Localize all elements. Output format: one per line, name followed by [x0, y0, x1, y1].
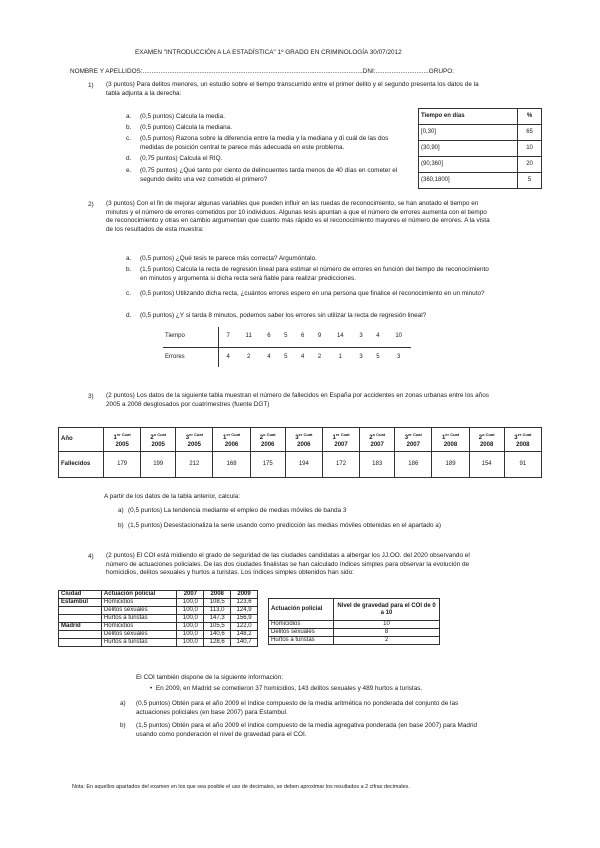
table-cell: 3: [397, 353, 401, 360]
q4-index-table: [58, 590, 258, 647]
table-cell: Homicidios: [101, 599, 177, 607]
q3-after-text: A partir de los datos de la tabla anterior, calcula:: [104, 493, 241, 500]
q1-item-a: [126, 113, 290, 122]
item-label: b): [120, 722, 126, 729]
table-row: [59, 452, 542, 478]
q3-intro: (2 puntos) Los datos de la siguiente tabla muestran el número de fallecidos en España por accidentes en zonas urbanas entre los años 2005 a 2008 desglosados por cuatrimestres (fuente DGT): [106, 392, 489, 408]
table-header: 2007: [177, 591, 204, 599]
item-label: a.: [126, 255, 132, 262]
period-number: 2: [369, 434, 373, 441]
table-cell: 2: [247, 353, 251, 360]
table-cell: Hurtos a turistas: [101, 639, 177, 647]
item-text: (1,5 puntos) Desestacionaliza la serie usando como predicción las medias móviles obtenidas en el apartado a): [128, 522, 441, 529]
table-header: Actuación policial: [101, 591, 177, 599]
bullet-icon: •: [150, 685, 153, 692]
table-cell: 10: [334, 621, 440, 629]
exam-title: EXAMEN "INTRODUCCIÓN A LA ESTADÍSTICA" 1º GRADO EN CRIMINOLOGÍA 30/07/2012: [135, 49, 402, 56]
period-suffix: o Cuat: [372, 431, 386, 437]
table-cell: 172: [322, 452, 359, 478]
table-cell: 11: [245, 333, 252, 340]
period-suffix: er Cuat: [517, 431, 532, 437]
item-label: c.: [126, 290, 131, 297]
table-row: [59, 631, 258, 639]
table-cell: [59, 615, 102, 623]
q2-item-d: [126, 312, 492, 321]
table-cell: 6: [267, 333, 271, 340]
table-cell: Madrid: [59, 623, 102, 631]
period-year: 2005: [115, 441, 129, 448]
item-label: a): [120, 700, 126, 707]
period-number: 1: [223, 434, 227, 441]
table-row: [419, 125, 542, 141]
table-cell: Delitos sexuales: [101, 607, 177, 615]
period-number: 3: [185, 434, 190, 441]
item-label: c.: [126, 135, 131, 142]
q4-item-b: [120, 722, 490, 739]
period-suffix: er Cuat: [408, 431, 422, 437]
table-row: [269, 629, 440, 637]
table-cell: 100,0: [177, 639, 204, 647]
table-header-row: [59, 591, 258, 599]
item-text: (0,5 puntos) La tendencia mediante el empleo de medias móviles de banda 3: [128, 507, 347, 514]
item-text: (0,75 puntos) Calcula el RIQ.: [140, 155, 223, 162]
q4-gravity-table: [268, 598, 440, 645]
item-text: (0,5 puntos) ¿Qué tesis te parece más correcta? Argumóntalo.: [140, 255, 317, 262]
period-number: 2: [259, 434, 264, 441]
item-label: b): [118, 522, 124, 529]
q2-item-b: [126, 266, 492, 283]
table-cell: Homicidios: [101, 623, 177, 631]
table-cell: 10: [518, 141, 542, 157]
period-number: 3: [404, 434, 409, 441]
item-text: (1,5 puntos) Obtén para el año 2009 el índice compuesto de la media agregativa ponderada (en base 2007) para Madrid usando como ponderación el nivel de gravedad para el COI.: [136, 722, 478, 738]
item-text: (0,5 puntos) Calcula la media.: [140, 113, 225, 120]
table-cell: [59, 607, 102, 615]
table-cell: 189: [432, 452, 469, 478]
table-cell: 140,7: [231, 639, 258, 647]
table-cell: 6: [300, 333, 305, 340]
period-number: 3: [514, 434, 518, 441]
table-cell: Homicidios: [269, 621, 334, 629]
item-label: a): [118, 507, 124, 514]
q2-item-a: [126, 255, 480, 264]
q1-item-d: [126, 155, 340, 164]
period-year: 2006: [261, 441, 275, 448]
q2-intro: (3 puntos) Con el fin de mejorar algunas variables que pueden influir en las ruedas de reconocimiento, se han anotado el tiempo en minutos y el número de errores cometidos por 10 individuos. Algunas tesis apuntan a que el número de errores aumenta con el tiempo de reconocimiento y otras en cambio argumentan que cuanto más rápido es el reconocimiento mayores el número de errores. A la vista de los resultados de esta muestra:: [106, 200, 490, 233]
period-year: 2007: [406, 441, 420, 448]
table-cell: 156,9: [231, 615, 258, 623]
period-suffix: er Cuat: [226, 431, 241, 437]
table-header: %: [518, 109, 542, 125]
table-cell: 5: [284, 353, 288, 360]
table-cell: 1: [338, 353, 342, 360]
q4-info: El COI también dispone de la siguiente información:: [136, 674, 284, 681]
period-number: 1: [332, 434, 336, 441]
period-suffix: o Cuat: [263, 431, 276, 437]
table-row: [59, 639, 258, 647]
table-header: Ciudad: [59, 591, 102, 599]
q1-frequency-table: [418, 108, 542, 189]
table-row: [59, 607, 258, 615]
table-cell: (90,360]: [419, 157, 518, 173]
q2-item-c: [126, 290, 492, 299]
table-row: [59, 615, 258, 623]
period-year: 2007: [334, 441, 348, 448]
item-label: b.: [126, 124, 132, 131]
table-cell: Delitos sexuales: [101, 631, 177, 639]
item-label: b.: [126, 266, 132, 273]
table-cell: 2: [334, 637, 440, 645]
table-cell: 100,0: [177, 599, 204, 607]
period-number: 1: [113, 434, 117, 441]
period-number: 1: [441, 434, 446, 441]
table-cell: 124,9: [231, 607, 258, 615]
q3-item-a: [118, 507, 347, 516]
q3-number: 3): [88, 393, 94, 400]
period-suffix: o Cuat: [153, 431, 167, 437]
period-suffix: er Cuat: [298, 431, 313, 437]
q3-item-b: [118, 522, 441, 531]
table-header-row: [269, 599, 440, 621]
year-label: Año: [59, 428, 104, 452]
table-header: Nivel de gravedad para el COI de 0 a 10: [334, 599, 440, 621]
table-cell: 9: [317, 333, 322, 340]
table-cell: 154: [469, 452, 504, 478]
table-cell: Delitos sexuales: [269, 629, 334, 637]
table-cell: 4: [226, 353, 230, 360]
period-year: 2005: [151, 441, 165, 448]
table-cell: 108,5: [204, 599, 231, 607]
table-cell: 4: [267, 353, 271, 360]
period-suffix: er Cuat: [445, 431, 460, 437]
period-number: 3: [295, 434, 299, 441]
table-cell: 199: [141, 452, 176, 478]
item-text: (0,5 puntos) Razona sobre la diferencia entre la media y la mediana y di cuál de las dos medidas de posición central te parece más adecuada en este problema.: [140, 135, 389, 151]
table-row: [163, 347, 411, 367]
row-label: Errores: [163, 347, 219, 367]
table-cell: 65: [518, 125, 542, 141]
period-suffix: o Cuat: [482, 431, 495, 437]
table-cell: 179: [104, 452, 141, 478]
footer-note: Nota: En aquellos apartados del examen en los que sea posible el uso de decimales, se deben aproximar los resultados a 2 cifras decimales.: [72, 784, 410, 790]
table-cell: [59, 631, 102, 639]
item-label: d.: [126, 155, 132, 162]
table-header: 2009: [231, 591, 258, 599]
table-cell: 168: [213, 452, 250, 478]
table-cell: 8: [334, 629, 440, 637]
item-text: (0,5 puntos) ¿Y si tarda 8 minutos, podemos saber los errores sin utilizar la recta de regresión lineal?: [140, 312, 427, 319]
period-year: 2006: [297, 441, 311, 448]
table-cell: 175: [250, 452, 285, 478]
period-year: 2008: [443, 441, 458, 448]
q1-item-e: [126, 167, 412, 184]
q4-bullet: [150, 684, 422, 693]
table-cell: 147,3: [204, 615, 231, 623]
q3-fatalities-table: [58, 427, 542, 478]
table-cell: 5: [376, 353, 380, 360]
q4-item-a: [120, 700, 490, 717]
table-row: [269, 621, 440, 629]
row-label: Fallecidos: [59, 452, 104, 478]
table-cell: 212: [176, 452, 213, 478]
table-row: [59, 623, 258, 631]
table-row: [59, 599, 258, 607]
table-cell: 128,6: [204, 639, 231, 647]
table-cell: 105,5: [204, 623, 231, 631]
table-cell: 91: [504, 452, 541, 478]
table-cell: 10: [395, 333, 403, 340]
item-label: d.: [126, 312, 132, 319]
table-cell: 148,2: [231, 631, 258, 639]
row-label: Tiempo: [163, 327, 219, 347]
period-suffix: er Cuat: [189, 431, 203, 437]
q2-number: 2): [88, 201, 94, 208]
item-text: (0,5 puntos) Calcula la mediana.: [140, 124, 233, 131]
table-row: [419, 157, 542, 173]
table-cell: 100,0: [177, 607, 204, 615]
table-header: 2008: [204, 591, 231, 599]
table-header: Tiempo en días: [419, 109, 518, 125]
item-text: (0,5 puntos) Utilizando dicha recta, ¿cuántos errores espero en una persona que finalice el reconocimiento en un minuto?: [140, 290, 485, 297]
period-number: 2: [150, 434, 154, 441]
table-cell: [59, 639, 102, 647]
table-cell: 100,0: [177, 615, 204, 623]
table-cell: 100,0: [177, 623, 204, 631]
q1-number: 1): [88, 82, 94, 89]
table-cell: 3: [359, 353, 363, 360]
period-year: 2007: [370, 441, 384, 448]
table-cell: 186: [395, 452, 432, 478]
table-row: [269, 637, 440, 645]
q4-number: 4): [88, 553, 94, 560]
table-cell: 3: [359, 333, 363, 340]
q4-intro: (2 puntos) El COI está midiendo el grado de seguridad de las ciudades candidatas a albergar los JJ.OO. del 2020 observando el número de actuaciones policiales. De las dos ciudades finalistas se han calculado índices simples para observar la evolución de homicidios, delitos sexuales y hurtos a turistas. Los índices simples obtenidos han sido:: [106, 552, 470, 577]
table-cell: 122,0: [231, 623, 258, 631]
table-header: Actuación policial: [269, 599, 334, 621]
table-cell: Estambul: [59, 599, 102, 607]
name-line: NOMBRE Y APELLIDOS:............................................................................................................................DNI:..............................GRUPO:: [70, 68, 454, 75]
table-cell: 123,6: [231, 599, 258, 607]
table-cell: 194: [285, 452, 322, 478]
table-cell: 7: [226, 333, 230, 340]
q1-intro: (3 puntos) Para delitos menores, un estudio sobre el tiempo transcurrido entre el primer delito y el segundo presenta los datos de la tabla adjunta a la derecha:: [106, 81, 479, 97]
table-header-row: [59, 428, 542, 452]
period-number: 2: [478, 434, 483, 441]
table-cell: Hurtos a turistas: [101, 615, 177, 623]
table-cell: 4: [300, 353, 305, 360]
table-cell: 20: [518, 157, 542, 173]
table-cell: 113,0: [204, 607, 231, 615]
table-row: [419, 173, 542, 189]
table-row: [419, 141, 542, 157]
q1-item-c: [126, 135, 412, 152]
period-year: 2006: [224, 441, 239, 448]
item-text: (0,75 puntos) ¿Qué tanto por ciento de delincuentes tarda menos de 40 días en cometer el segundo delito una vez cometido el primero?: [140, 167, 398, 183]
table-row: [163, 327, 411, 347]
item-label: a.: [126, 113, 132, 120]
item-text: (0,5 puntos) Obtén para el año 2009 el índice compuesto de la media aritmética no ponderada del conjunto de las actuaciones policiales (en base 2007) para Estambul.: [136, 700, 459, 716]
period-year: 2005: [187, 441, 202, 448]
table-cell: 14: [336, 333, 344, 340]
period-suffix: er Cuat: [116, 431, 131, 437]
table-cell: (30,90]: [419, 141, 518, 157]
table-cell: (360,1800]: [419, 173, 518, 189]
period-year: 2008: [516, 441, 530, 448]
item-text: (1,5 puntos) Calcula la recta de regresión lineal para estimar el número de errores en función del tiempo de reconocimiento en minutos y argumenta si dicha recta será fiable para realizar predicciones.: [140, 266, 489, 282]
table-cell: 5: [284, 333, 288, 340]
item-label: e.: [126, 167, 132, 174]
period-year: 2008: [479, 441, 494, 448]
period-suffix: er Cuat: [335, 431, 350, 437]
table-cell: 140,6: [204, 631, 231, 639]
bullet-text: En 2009, en Madrid se cometieron 37 homicidios, 143 delitos sexuales y 489 hurtos a turistas.: [155, 685, 423, 692]
table-cell: 5: [518, 173, 542, 189]
table-cell: 2: [317, 353, 322, 360]
table-cell: 183: [360, 452, 395, 478]
table-cell: 100,0: [177, 631, 204, 639]
q1-item-b: [126, 124, 290, 133]
table-cell: [0,30]: [419, 125, 518, 141]
table-cell: Hurtos a turistas: [269, 637, 334, 645]
q2-data-table: [163, 327, 411, 367]
table-cell: 4: [376, 333, 380, 340]
